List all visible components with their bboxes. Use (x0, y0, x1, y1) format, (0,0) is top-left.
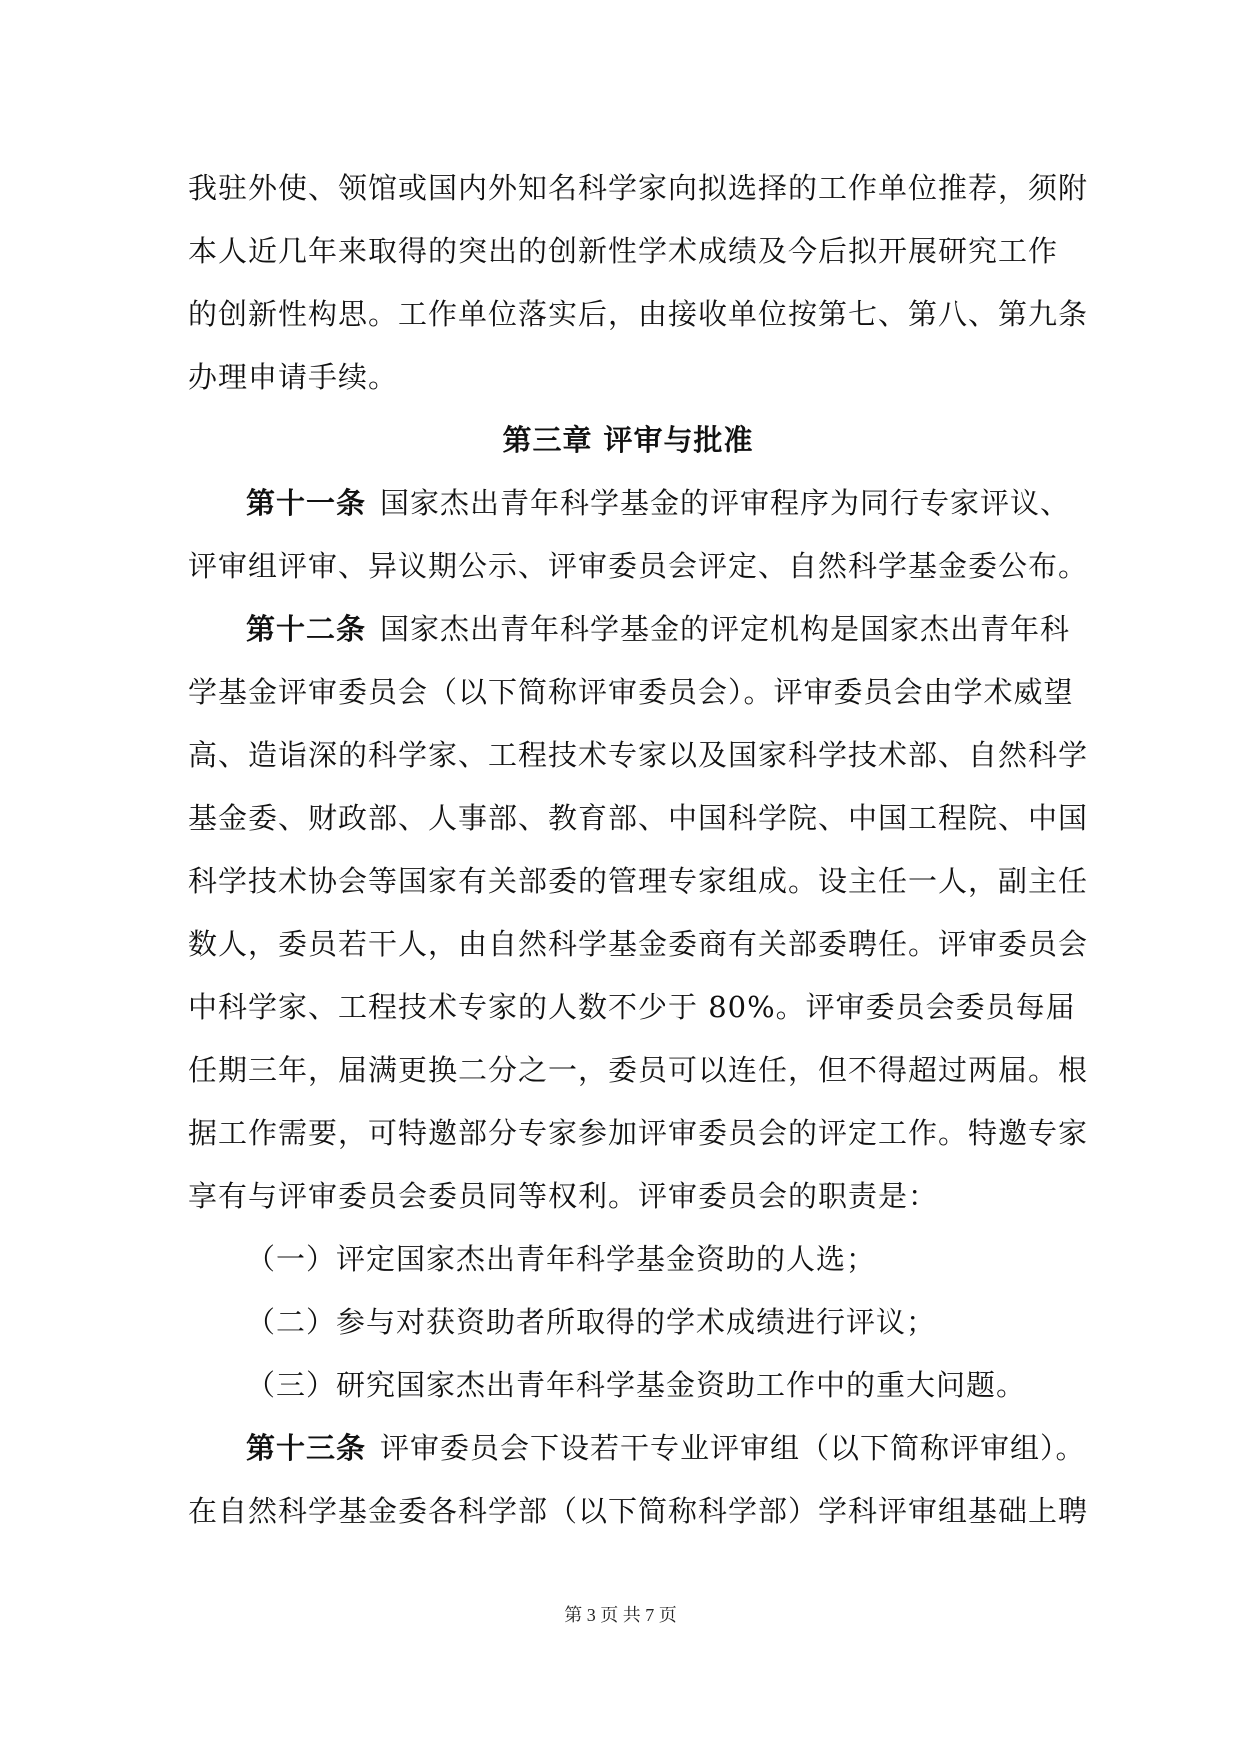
article-11-text: 国家杰出青年科学基金的评审程序为同行专家评议、 (380, 486, 1071, 520)
chapter-title: 第三章 评审与批准 (502, 423, 754, 457)
article-11-label: 第十一条 (246, 486, 367, 520)
list-item: （三）研究国家杰出青年科学基金资助工作中的重大问题。 (246, 1368, 1027, 1402)
body-line: 据工作需要，可特邀部分专家参加评审委员会的评定工作。特邀专家 (188, 1116, 1089, 1150)
article-11-first-line (188, 472, 1071, 535)
page-footer: 第 3 页 共 7 页 (564, 1605, 677, 1625)
article-12-text: 国家杰出青年科学基金的评定机构是国家杰出青年科 (380, 612, 1071, 646)
article-13-first-line (188, 1417, 1086, 1480)
body-line: 学基金评审委员会（以下简称评审委员会）。评审委员会由学术威望 (188, 675, 1074, 709)
body-line: 任期三年，届满更换二分之一，委员可以连任，但不得超过两届。根 (188, 1053, 1089, 1087)
list-item: （二）参与对获资助者所取得的学术成绩进行评议； (246, 1305, 937, 1339)
article-12-label: 第十二条 (246, 612, 367, 646)
body-line: 办理申请手续。 (188, 360, 399, 394)
body-line: 中科学家、工程技术专家的人数不少于 80%。评审委员会委员每届 (188, 990, 1076, 1024)
article-13-text: 评审委员会下设若干专业评审组（以下简称评审组）。 (380, 1431, 1086, 1465)
body-line: 基金委、财政部、人事部、教育部、中国科学院、中国工程院、中国 (188, 801, 1089, 835)
body-line: 我驻外使、领馆或国内外知名科学家向拟选择的工作单位推荐，须附 (188, 171, 1089, 205)
document-body (188, 157, 1089, 1543)
body-line: 数人，委员若干人，由自然科学基金委商有关部委聘任。评审委员会 (188, 927, 1089, 961)
body-line: 享有与评审委员会委员同等权利。评审委员会的职责是： (188, 1179, 939, 1213)
body-line: 的创新性构思。工作单位落实后，由接收单位按第七、第八、第九条 (188, 297, 1089, 331)
list-item: （一）评定国家杰出青年科学基金资助的人选； (246, 1242, 877, 1276)
body-line: 高、造诣深的科学家、工程技术专家以及国家科学技术部、自然科学 (188, 738, 1089, 772)
body-line: 评审组评审、异议期公示、评审委员会评定、自然科学基金委公布。 (188, 549, 1089, 583)
article-13-label: 第十三条 (246, 1431, 367, 1465)
body-line: 科学技术协会等国家有关部委的管理专家组成。设主任一人，副主任 (188, 864, 1089, 898)
body-line: 在自然科学基金委各科学部（以下简称科学部）学科评审组基础上聘 (188, 1494, 1089, 1528)
article-12-first-line (188, 598, 1071, 661)
body-line: 本人近几年来取得的突出的创新性学术成绩及今后拟开展研究工作 (188, 234, 1059, 268)
